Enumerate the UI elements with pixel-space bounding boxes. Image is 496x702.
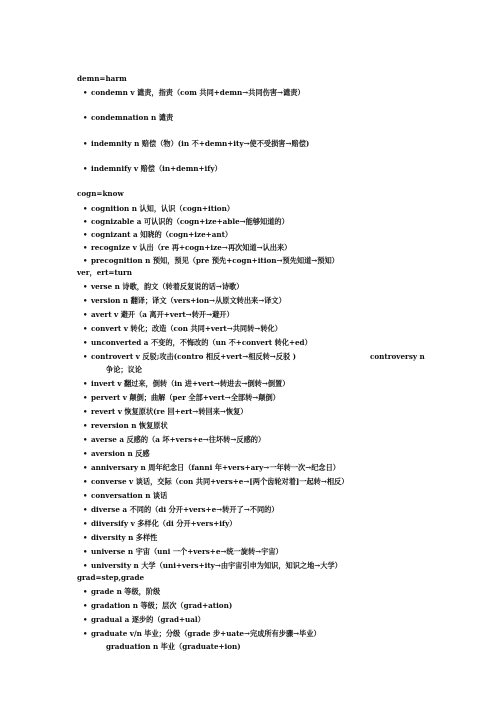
graduation-line: graduation n 毕业（graduate+ion) <box>106 642 241 651</box>
list-item: • graduate v/n 毕业；分级（grade 步+uate→完成所有步骤→毕业） <box>83 629 321 638</box>
controversy-meaning: 争论；议论 <box>106 365 142 374</box>
list-item: • revert v 恢复原状(re 回+ert→转回来→恢复） <box>83 407 248 416</box>
list-item: • universe n 宇宙（uni 一个+vers+e→统一旋转→宇宙） <box>83 547 283 556</box>
bullet-icon: • <box>83 379 88 388</box>
bullet-icon: • <box>83 547 88 556</box>
bullet-icon: • <box>83 601 88 610</box>
bullet-icon: • <box>83 296 88 305</box>
list-item: • anniversary n 周年纪念日（fanni 年+vers+ary→一年转一次→纪念日） <box>83 463 340 472</box>
list-item: • invert v 翻过来，倒转（in 进+vert→转进去→倒转→倒置） <box>83 379 290 388</box>
list-item: • gradation n 等级；层次（grad+ation) <box>83 601 233 610</box>
bullet-icon: • <box>83 435 88 444</box>
list-item: • precognition n 预知，预见（pre 预先+cogn+ition→预先知道→预知） <box>83 256 339 265</box>
list-item: • diverse a 不同的（di 分开+vers+e→转开了→不同的） <box>83 505 279 514</box>
list-item: • indemnity n 赔偿（物）(in 不+demn+ity→使不受损害→赔偿) <box>83 139 310 148</box>
list-item: • version n 翻译；译文（vers+ion→从原文转出来→译文） <box>83 296 286 305</box>
list-item: • cognition n 认知，认识（cogn+ition） <box>83 204 235 213</box>
section-heading-ver: ver，ert=turn <box>77 268 132 277</box>
bullet-icon: • <box>83 505 88 514</box>
list-item: • diversity n 多样性 <box>83 533 158 542</box>
bullet-icon: • <box>83 519 88 528</box>
list-item: • gradual a 逐步的（grad+ual） <box>83 615 205 624</box>
list-item: • diiversify v 多样化（di 分开+vers+ify） <box>83 519 237 528</box>
bullet-icon: • <box>83 449 88 458</box>
bullet-icon: • <box>83 217 88 226</box>
bullet-icon: • <box>83 615 88 624</box>
bullet-icon: • <box>83 139 88 148</box>
bullet-icon: • <box>83 491 88 500</box>
bullet-icon: • <box>83 204 88 213</box>
bullet-icon: • <box>83 310 88 319</box>
list-item: • pervert v 颠倒；曲解（per 全部+vert→全部转→颠倒） <box>83 393 280 402</box>
bullet-icon: • <box>83 230 88 239</box>
bullet-icon: • <box>83 324 88 333</box>
list-item: • recognize v 认出（re 再+cogn+ize→再次知道→认出来） <box>83 243 292 252</box>
bullet-icon: • <box>83 164 88 173</box>
list-item: • controvert v 反驳;攻击(contro 相反+vert→相反转→反驳 ) <box>83 352 297 361</box>
bullet-icon: • <box>83 629 88 638</box>
bullet-icon: • <box>83 407 88 416</box>
list-item: • verse n 诗歌，韵文（转着反复说的话→诗歌） <box>83 282 244 291</box>
bullet-icon: • <box>83 243 88 252</box>
bullet-icon: • <box>83 561 88 570</box>
list-item: • averse a 反感的（a 坏+vers+e→往坏转→反感的） <box>83 435 266 444</box>
controversy-term: controversy n <box>370 352 425 361</box>
list-item: • cognizant a 知晓的（cogn+ize+ant） <box>83 230 233 239</box>
list-item: • aversion n 反感 <box>83 449 150 458</box>
bullet-icon: • <box>83 88 88 97</box>
bullet-icon: • <box>83 352 88 361</box>
bullet-icon: • <box>83 113 88 122</box>
list-item: • university n 大学（uni+vers+ity→由宇宙引申为知识，知识之地→大学） <box>83 561 342 570</box>
bullet-icon: • <box>83 393 88 402</box>
bullet-icon: • <box>83 477 88 486</box>
bullet-icon: • <box>83 421 88 430</box>
list-item: • unconverted a 不变的，不悔改的（un 不+convert 转化+ed） <box>83 338 312 347</box>
bullet-icon: • <box>83 463 88 472</box>
list-item: • converse v 谈话，交际（con 共同+vers+e→[两个齿轮对着]一起转→相反） <box>83 477 349 486</box>
list-item: • condemn v 谴责，指责（com 共同+demn→共同伤害→谴责） <box>83 88 305 97</box>
list-item: • grade n 等级，阶级 <box>83 587 161 596</box>
list-item: • conversation n 谈话 <box>83 491 168 500</box>
list-item: • condemnation n 谴责 <box>83 113 174 122</box>
bullet-icon: • <box>83 338 88 347</box>
section-heading-cogn: cogn=know <box>77 189 124 198</box>
list-item: • cognizable a 可认识的（cogn+ize+able→能够知道的） <box>83 217 289 226</box>
list-item: • reversion n 恢复原状 <box>83 421 168 430</box>
list-item: • convert v 转化；改造（con 共同+vert→共同转→转化） <box>83 324 282 333</box>
section-heading-grad: grad=step,grade <box>77 573 145 582</box>
list-item: • indemnify v 赔偿（in+demn+ify） <box>83 164 222 173</box>
section-heading-demn: demn=harm <box>77 74 127 83</box>
bullet-icon: • <box>83 587 88 596</box>
bullet-icon: • <box>83 533 88 542</box>
bullet-icon: • <box>83 256 88 265</box>
bullet-icon: • <box>83 282 88 291</box>
list-item: • avert v 避开（a 离开+vert→转开→避开） <box>83 310 234 319</box>
